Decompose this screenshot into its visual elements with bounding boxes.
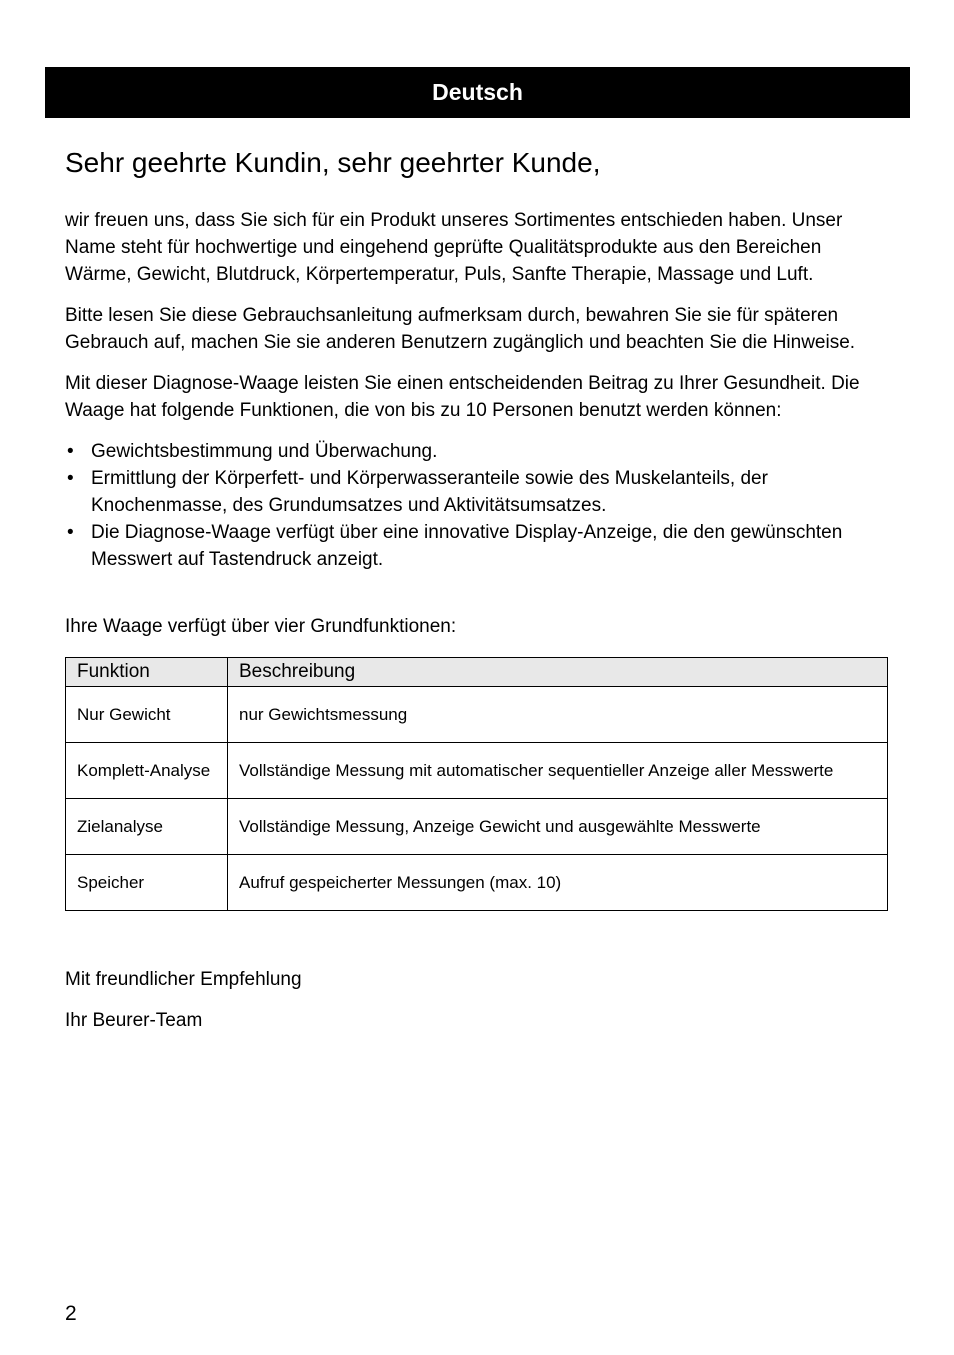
page-content	[65, 145, 890, 1048]
table-intro: Ihre Waage verfügt über vier Grundfunktionen:	[65, 616, 457, 637]
closing-signature: Ihr Beurer-Team	[65, 1010, 203, 1031]
function-cell: Komplett-Analyse	[66, 743, 228, 799]
function-cell: Zielanalyse	[66, 799, 228, 855]
column-header-description: Beschreibung	[228, 658, 888, 687]
page-title: Sehr geehrte Kundin, sehr geehrter Kunde,	[65, 147, 601, 178]
table-row	[66, 799, 888, 855]
bullet-icon: •	[67, 468, 74, 489]
description-cell: Vollständige Messung mit automatischer sequentieller Anzeige aller Messwerte	[228, 743, 888, 799]
functions-table	[65, 657, 888, 911]
feature-list	[65, 438, 890, 573]
description-cell: nur Gewichtsmessung	[228, 687, 888, 743]
list-item: • Die Diagnose-Waage verfügt über eine innovative Display-Anzeige, die den gewünschten Messwert auf Tastendruck anzeigt.	[65, 519, 890, 573]
paragraph-intro: wir freuen uns, dass Sie sich für ein Produkt unseres Sortimentes entschieden haben. Unser Name steht für hochwertige und eingehend geprüfte Qualitätsprodukte aus den Bereichen Wärme, Gewicht, Blutdruck, Körpertemperatur, Puls, Sanfte Therapie, Massage und Luft.	[65, 210, 843, 285]
page-number: 2	[65, 1302, 77, 1325]
list-item: • Ermittlung der Körperfett- und Körperwasseranteile sowie des Muskelanteils, der Knochenmasse, des Grundumsatzes und Aktivitätsumsatzes.	[65, 465, 890, 519]
bullet-icon: •	[67, 522, 74, 543]
paragraph-instructions: Bitte lesen Sie diese Gebrauchsanleitung aufmerksam durch, bewahren Sie sie für späteren Gebrauch auf, machen Sie sie anderen Benutzern zugänglich und beachten Sie die Hinweise.	[65, 305, 856, 353]
bullet-icon: •	[67, 441, 74, 462]
table-row	[66, 855, 888, 911]
table-row	[66, 743, 888, 799]
description-cell: Vollständige Messung, Anzeige Gewicht und ausgewählte Messwerte	[228, 799, 888, 855]
function-cell: Nur Gewicht	[66, 687, 228, 743]
table-row	[66, 687, 888, 743]
column-header-function: Funktion	[66, 658, 228, 687]
closing-greeting: Mit freundlicher Empfehlung	[65, 969, 302, 990]
function-cell: Speicher	[66, 855, 228, 911]
description-cell: Aufruf gespeicherter Messungen (max. 10)	[228, 855, 888, 911]
language-header	[45, 67, 910, 118]
closing-section	[65, 966, 890, 1034]
table-header-row	[66, 658, 888, 687]
language-label: Deutsch	[432, 79, 523, 105]
paragraph-functions: Mit dieser Diagnose-Waage leisten Sie einen entscheidenden Beitrag zu Ihrer Gesundheit. Die Waage hat folgende Funktionen, die von bis zu 10 Personen benutzt werden können:	[65, 373, 860, 421]
list-item: • Gewichtsbestimmung und Überwachung.	[65, 438, 890, 465]
